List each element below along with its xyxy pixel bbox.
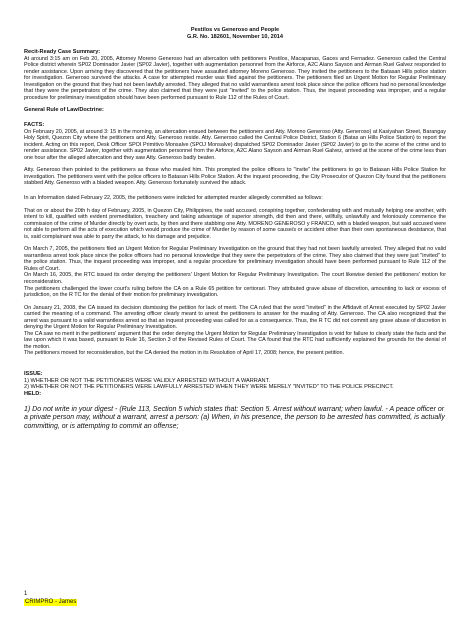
case-citation: G.R. No. 182601, November 10, 2014 — [186, 34, 284, 40]
page-number: 1 — [24, 591, 28, 597]
footer-highlighted-label: CRIMPRO - James — [25, 598, 77, 605]
facts-paragraph: The CA saw no merit in the petitioners' argument that the order denying the Urgent Motion for Regular Preliminary Investigation is void for failure to clearly state the facts and the law upon which it was based, pursuant to Rule 16, Section 3 of the Revised Rules of Court. The CA found that the RTC had sufficiently explained the grounds for the denial of the motion. — [24, 330, 446, 350]
held-heading: HELD: — [24, 391, 42, 398]
held-note-box — [24, 406, 446, 431]
issue-item: 1) WHETHER OR NOT THE PETITIONERS WERE VALIDLY ARRESTED WITHOUT A WARRANT. — [24, 377, 270, 384]
general-rule-heading: General Rule of Law/Doctrine: — [24, 107, 104, 114]
issue-heading: ISSUE: — [24, 371, 43, 378]
facts-paragraph: Atty. Generoso then pointed to the petitioners as those who mauled him. This prompted the police officers to "invite" the petitioners to go to Batasan Hills Police Station for investigation. The petitioners went with the police officers to Batasan Hills Police Station. At the inquest proceeding, the City Prosecutor of Quezon City found that the petitioners stabbed Atty. Generoso with a bladed weapon. Atty. Generoso fortunately survived the attack. — [24, 167, 446, 187]
page-footer — [24, 591, 77, 606]
recit-summary: At around 3:15 am on Feb 20, 2005, Attorney Moreno Generoso had an altercation with petitioners Pestilos, Macapanas, Gaces and Fernadez. Generoso called the Central Police district wherein SP02 Dominador Javier (SP02 Javier), together with augmentation personnel from the Airforce, A2C Alano Sayson and Airman Ruel Galvez responded to render assistance. Upon arriving they discovered that the petitioners have assaulted attorney Moreno Generoso. They invited the petitioners to the Batasan Hills police station for investigation. Generoso survived the attacks. A case for attempted murder was filed against the petitioners. The petitioners filed an Urgent Motion for Regular Preliminary Investigation on the ground that they had not been lawfully arrested. They alleged that no valid warrantless arrest took place since the police officers had no personal knowledge that they were the perpetrators of the crime. They also claimed that they were just "invited" to the police station. Thus, the inquest proceeding was improper, and a regular procedure for preliminary investigation should have been performed pursuant to Rule 112 of the Rules of Court. — [24, 55, 446, 101]
facts-heading: FACTS: — [24, 122, 45, 129]
case-title: Pestilos vs Generoso and People — [190, 27, 280, 33]
facts-paragraph: The petitioners moved for reconsideration, but the CA denied the motion in its Resolution of April 17, 2008; hence, the present petition. — [24, 350, 345, 357]
facts-paragraph: On March 7, 2005, the petitioners filed an Urgent Motion for Regular Preliminary Investigation on the ground that they had not been lawfully arrested. They alleged that no valid warrantless arrest took place since the police officers had no personal knowledge that they were the perpetrators of the crime. They also claimed that they were just "invited" to the police station. Thus, the inquest proceeding was improper, and a regular procedure for preliminary investigation should have been performed pursuant to Rule 112 of the Rules of Court. — [24, 246, 446, 272]
recit-heading: Recit-Ready Case Summary: — [24, 49, 101, 55]
facts-paragraph: On February 20, 2005, at around 3: 15 in the morning, an altercation ensued between the petitioners and Atty. Moreno Generoso (Atty. Generoso) at Kasiyahan Street, Barangay Holy Spirit, Quezon City where the petitioners and Atty. Generoso reside. Atty. Generoso called the Central Police District, Station 6 (Batas an Hills Police Station) to report the incident. Acting on this report, Desk Officer SPOI Primitivo Monsalve (SPOJ Monsalve) dispatched SP02 Dominador Javier (SP02 Javier) to go to the scene of the crime and to render assistance. SP02 Javier, together with augmentation personnel from the Airforce, A2C Alano Sayson and Airman Ruel Galvez, arrived at the scene of the crime less than one hour after the alleged altercation and they saw Atty. Generoso badly beaten. — [24, 128, 446, 161]
information-quote: That on or about the 20th h day of February, 2005, in Quezon City, Philippines, the said accused, conspiring together, confederating with and mutually helping one another, with intent to kill, qualified with evident premeditation, treachery and taking advantage of superior strength, did then and there, willfully, unlawfully and feloniously commence the commission of the crime of Murder directly by overt acts, by then and there stabbing one Atty. MORENO GENEROSO y FRANCO, with a bladed weapon, but said accused were not able to perform all the acts of execution which would produce the crime of Murder by reason of some cause/s or accident other than their own spontaneous desistance, that is, said complainant was able to parry the attack, to his damage and prejudice. — [24, 207, 446, 240]
issue-item: 2) WHETHER OR NOT THE PETITIONERS WERE LAWFULLY ARRESTED WHEN THEY WERE MERELY "INVITED" TO THE POLICE PRECINCT. — [24, 384, 394, 391]
facts-paragraph: In an Information dated February 22, 2005, the petitioners were indicted for attempted murder allegedly committed as follows: — [24, 194, 323, 201]
facts-paragraph: The petitioners challenged the lower court's ruling before the CA on a Rule 65 petition for certiorari. They attributed grave abuse of discretion, amounting to lack or excess of jurisdiction, on the R TC for the denial of their motion for preliminary investigation. — [24, 285, 446, 299]
facts-paragraph: On January 21, 2008, the CA issued its decision dismissing the petition for lack of merit. The CA ruled that the word "invited" in the Affidavit of Arrest executed by SP02 Javier carried the meaning of a command. The arresting officer clearly meant to arrest the petitioners to answer for the mauling of Atty. Generoso. The CA also recognized that the arrest was pursuant to a valid warrantless arrest so that an inquest proceeding was called for as a consequence. Thus, the R TC did not commit any grave abuse of discretion in denying the Urgent Motion for Regular Preliminary Investigation. — [24, 304, 446, 331]
facts-paragraph: On March 16, 2005, the RTC issued its order denying the petitioners' Urgent Motion for Regular Preliminary Investigation. The court likewise denied the petitioners' motion for reconsideration. — [24, 272, 446, 285]
held-note: 1) Do not write in your digest - (Rule 113, Section 5 which states that: Section 5. Arrest without warrant; when lawful. - A peace officer or a private person may, without a warrant, arrest a person: (a) When, in his presence, the person to be arrested has committed, is actually committing, or is attempting to commit an offense; — [24, 405, 445, 430]
